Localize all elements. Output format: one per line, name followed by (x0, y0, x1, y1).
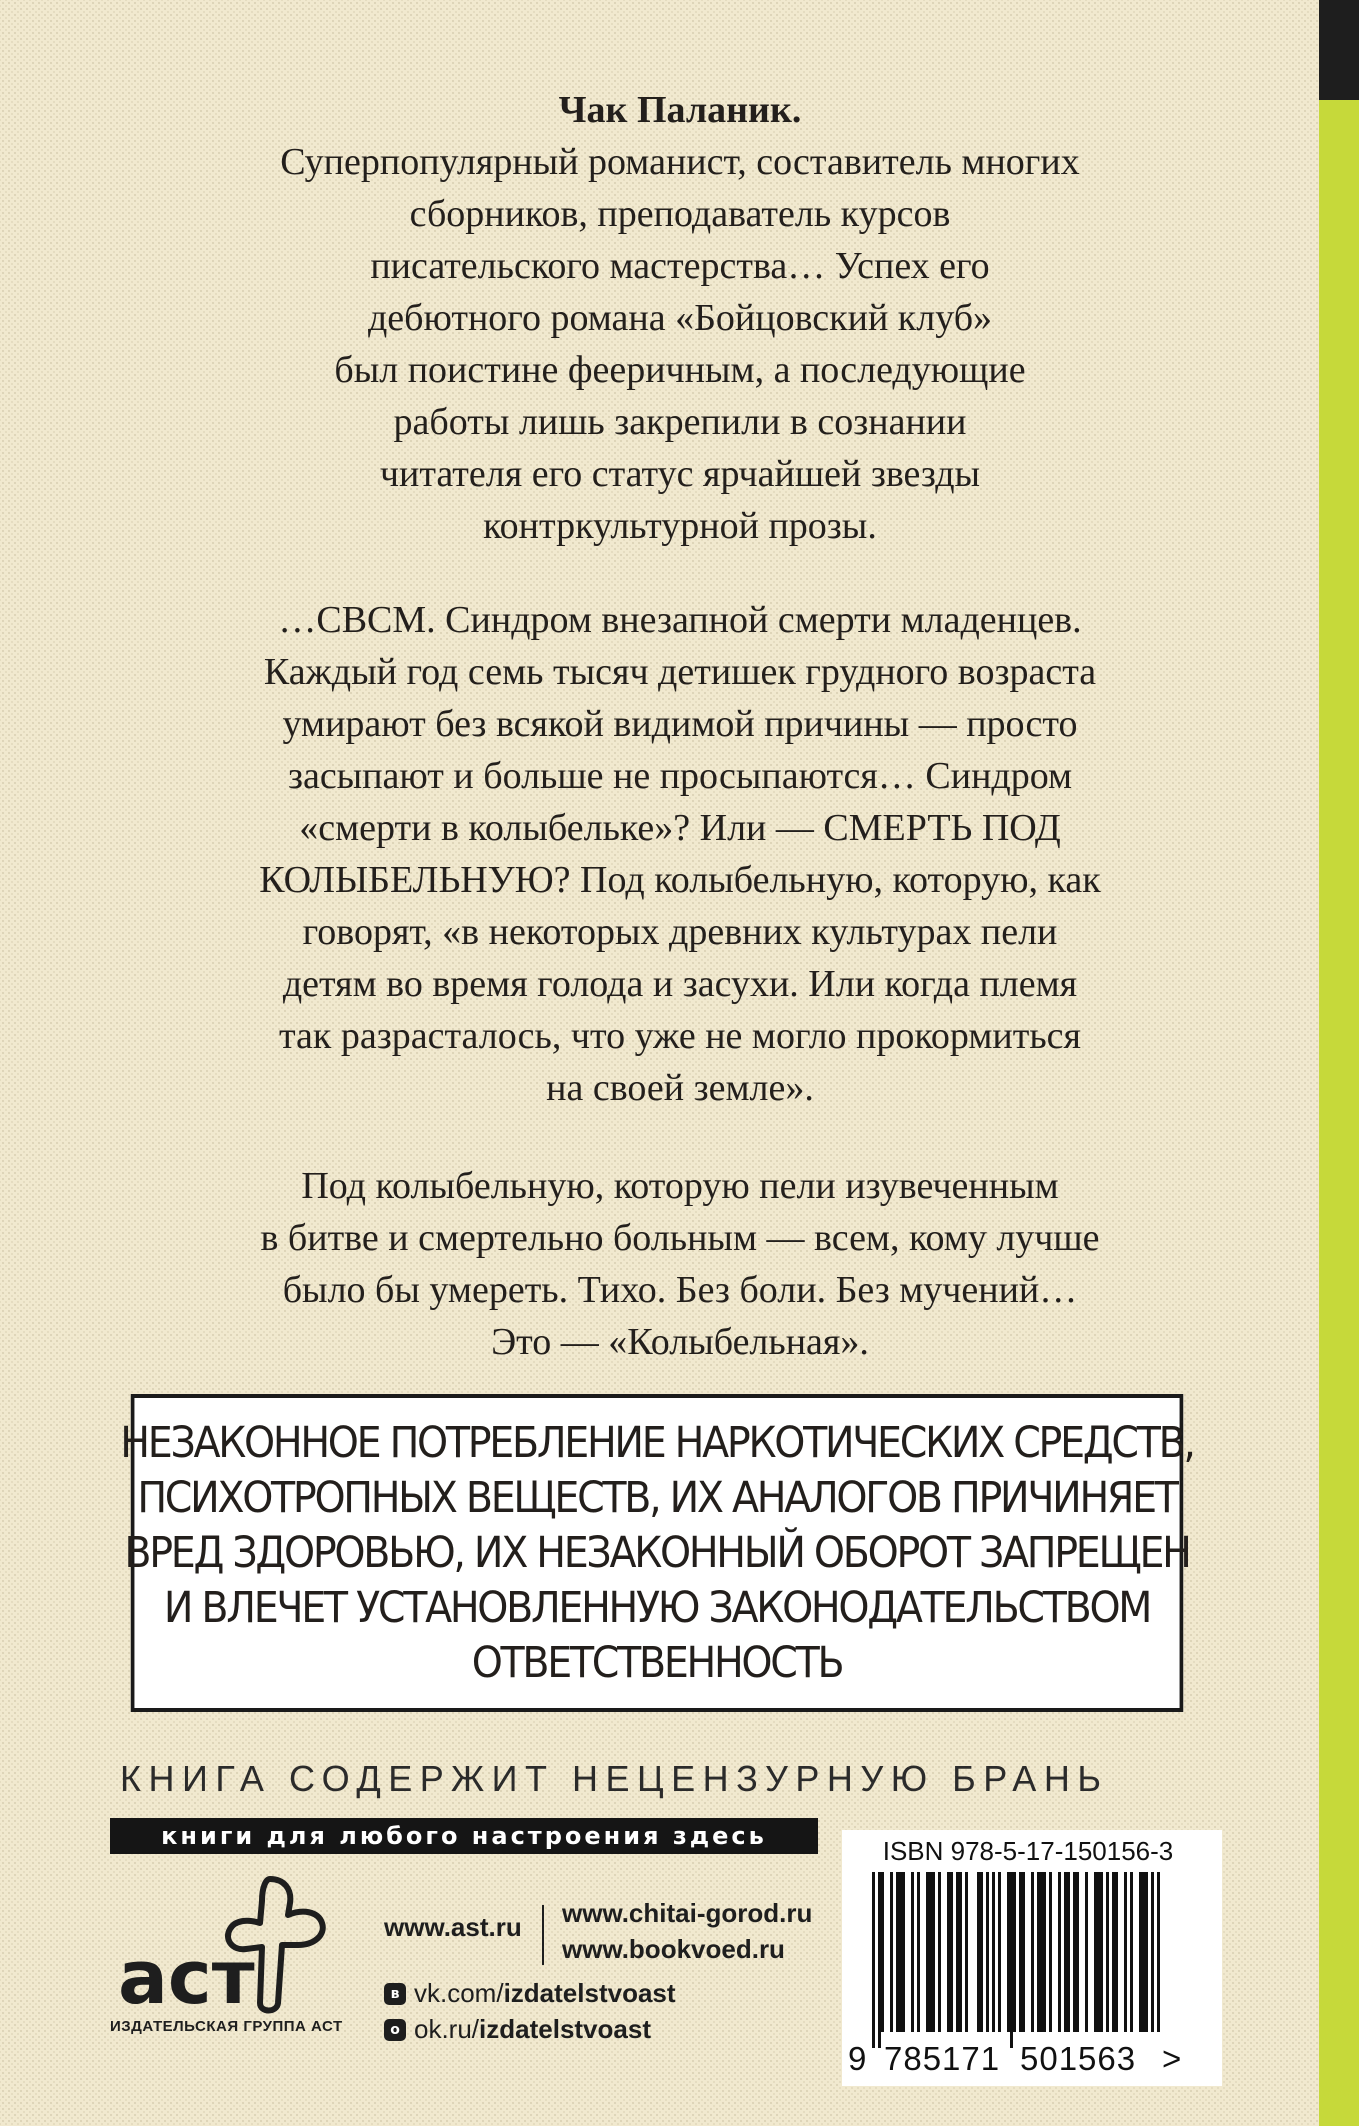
blurb-line: был поистине фееричным, а последующие (334, 349, 1026, 391)
isbn-number: ISBN 978-5-17-150156-3 (882, 1836, 1174, 1866)
slogan-banner: книги для любого настроения здесь (110, 1818, 818, 1854)
blurb-line: сборников, преподаватель курсов (409, 193, 951, 235)
barcode-bar (1100, 1872, 1103, 2032)
warning-line: НЕЗАКОННОЕ ПОТРЕБЛЕНИЕ НАРКОТИЧЕСКИХ СРЕДСТВ, (120, 1417, 1194, 1468)
barcode-bar (1043, 1872, 1046, 2032)
chitai-gorod-link[interactable]: www.chitai-gorod.ru (562, 1898, 813, 1928)
barcode-bar (1013, 1872, 1016, 2032)
barcode-bar (1139, 1872, 1142, 2032)
barcode-graphic (872, 1872, 1172, 2048)
barcode-bar (998, 1872, 1001, 2032)
blurb-line: Каждый год семь тысяч детишек грудного возраста (263, 651, 1097, 693)
blurb-line: Суперпопулярный романист, составитель многих (280, 141, 1080, 183)
logo-text: аст (118, 1935, 255, 2021)
blurb-line: в битве и смертельно больным — всем, кому лучше (260, 1217, 1100, 1259)
blurb-line: Под колыбельную, которую пели изувеченным (301, 1165, 1059, 1207)
barcode-bar (938, 1872, 941, 2032)
barcode-bar (1124, 1872, 1127, 2032)
barcode-bar (1007, 1872, 1010, 2032)
blurb-line: засыпают и больше не просыпаются… Синдром (287, 755, 1073, 797)
barcode-bar (1040, 1872, 1043, 2032)
ast-site-link[interactable]: www.ast.ru (384, 1912, 522, 1942)
barcode-arrow: > (1162, 2040, 1183, 2077)
barcode-bar (932, 1872, 935, 2032)
barcode-bar (1073, 1872, 1076, 2032)
barcode-bar (956, 1872, 959, 2032)
barcode-bar (1019, 1872, 1022, 2032)
spine-top-block (1319, 0, 1359, 100)
barcode-bar (1130, 1872, 1133, 2032)
barcode-bar (1067, 1872, 1070, 2032)
ok-icon: о (384, 2019, 406, 2041)
ast-logo (110, 1873, 350, 2023)
profanity-notice: КНИГА СОДЕРЖИТ НЕЦЕНЗУРНУЮ БРАНЬ (120, 1758, 1109, 1799)
barcode-bar (1076, 1872, 1079, 2032)
vk-link[interactable] (384, 1978, 676, 2009)
bookvoed-link[interactable]: www.bookvoed.ru (562, 1934, 785, 1964)
barcode-bar (977, 1872, 980, 2032)
barcode-bar (959, 1872, 962, 2032)
barcode-bar (1010, 1872, 1013, 2048)
barcode-bar (878, 1872, 881, 2048)
barcode-left-digits: 785171 (884, 2040, 1001, 2077)
barcode-bar (1085, 1872, 1088, 2032)
ok-prefix: ok.ru/ (414, 2014, 480, 2044)
barcode-bar (1031, 1872, 1034, 2032)
blurb-line: говорят, «в некоторых древних культурах пели (302, 911, 1058, 953)
barcode-bar (986, 1872, 989, 2032)
publisher-name: ИЗДАТЕЛЬСКАЯ ГРУППА АСТ (110, 2018, 343, 2035)
barcode-bar (926, 1872, 929, 2032)
barcode-right-digits: 501563 (1020, 2040, 1137, 2077)
barcode-bar (917, 1872, 920, 2032)
barcode-bar (1094, 1872, 1097, 2032)
barcode-bar (1142, 1872, 1145, 2032)
warning-line: ВРЕД ЗДОРОВЬЮ, ИХ НЕЗАКОННЫЙ ОБОРОТ ЗАПРЕЩЕН (124, 1527, 1190, 1578)
closing-paragraph (150, 1160, 1210, 1368)
barcode-bar (872, 1872, 875, 2048)
blurb-line: КОЛЫБЕЛЬНУЮ? Под колыбельную, которую, как (259, 859, 1101, 901)
barcode-bar (896, 1872, 899, 2032)
blurb-line: дебютного романа «Бойцовский клуб» (367, 297, 993, 339)
barcode-bar (947, 1872, 950, 2032)
barcode-bar (1037, 1872, 1040, 2032)
barcode-bar (1097, 1872, 1100, 2032)
author-name: Чак Паланик. (558, 89, 802, 131)
vk-icon: в (384, 1983, 406, 2005)
barcode-lead-digit: 9 (848, 2040, 868, 2077)
barcode-bar (881, 1872, 884, 2032)
vk-prefix: vk.com/ (414, 1978, 504, 2008)
ok-link[interactable] (384, 2014, 651, 2045)
vk-handle: izdatelstvoast (503, 1978, 676, 2008)
barcode-bar (1064, 1872, 1067, 2032)
blurb-line: так разрасталось, что уже не могло прокормиться (278, 1015, 1082, 1057)
barcode-bar (1145, 1872, 1148, 2032)
blurb-line: детям во время голода и засухи. Или когда племя (282, 963, 1078, 1005)
blurb-line: Это — «Колыбельная». (491, 1321, 869, 1363)
spine-stripe (1319, 0, 1359, 2126)
barcode-bar (1022, 1872, 1025, 2032)
barcode-bar (1106, 1872, 1109, 2032)
ok-handle: izdatelstvoast (479, 2014, 651, 2044)
barcode-bar (899, 1872, 902, 2032)
contacts-divider (542, 1905, 544, 1965)
author-blurb (150, 84, 1210, 552)
barcode-bar (911, 1872, 914, 2032)
blurb-line: на своей земле». (546, 1067, 814, 1109)
blurb-line: писательского мастерства… Успех его (370, 245, 990, 287)
drug-warning-box (120, 1394, 1194, 1712)
barcode-bar (902, 1872, 905, 2032)
warning-line: И ВЛЕЧЕТ УСТАНОВЛЕННУЮ ЗАКОНОДАТЕЛЬСТВОМ (163, 1582, 1151, 1633)
barcode-bar (1058, 1872, 1061, 2032)
plot-paragraph (150, 594, 1210, 1114)
warning-line: ПСИХОТРОПНЫХ ВЕЩЕСТВ, ИХ АНАЛОГОВ ПРИЧИНЯЕТ (137, 1472, 1177, 1523)
barcode-bar (980, 1872, 983, 2032)
barcode-bar (1151, 1872, 1154, 2032)
warning-line: ОТВЕТСТВЕННОСТЬ (471, 1637, 843, 1688)
barcode-bar (965, 1872, 968, 2032)
barcode-bar (890, 1872, 893, 2032)
blurb-line: было бы умереть. Тихо. Без боли. Без мучений… (282, 1269, 1078, 1311)
blurb-line: «смерти в колыбельке»? Или — СМЕРТЬ ПОД (299, 807, 1061, 849)
blurb-line: контркультурной прозы. (483, 505, 877, 547)
barcode-bar (1157, 1872, 1160, 2032)
barcode-bar (1115, 1872, 1118, 2032)
blurb-line: читателя его статус ярчайшей звезды (379, 453, 981, 495)
blurb-line: …СВСМ. Синдром внезапной смерти младенцев. (278, 599, 1082, 641)
barcode-bar (992, 1872, 995, 2032)
barcode-bar (950, 1872, 953, 2032)
blurb-line: умирают без всякой видимой причины — просто (282, 703, 1078, 745)
barcode-bar (929, 1872, 932, 2032)
barcode-bar (1112, 1872, 1115, 2032)
barcode-bar (1049, 1872, 1052, 2032)
blurb-line: работы лишь закрепили в сознании (393, 401, 967, 443)
